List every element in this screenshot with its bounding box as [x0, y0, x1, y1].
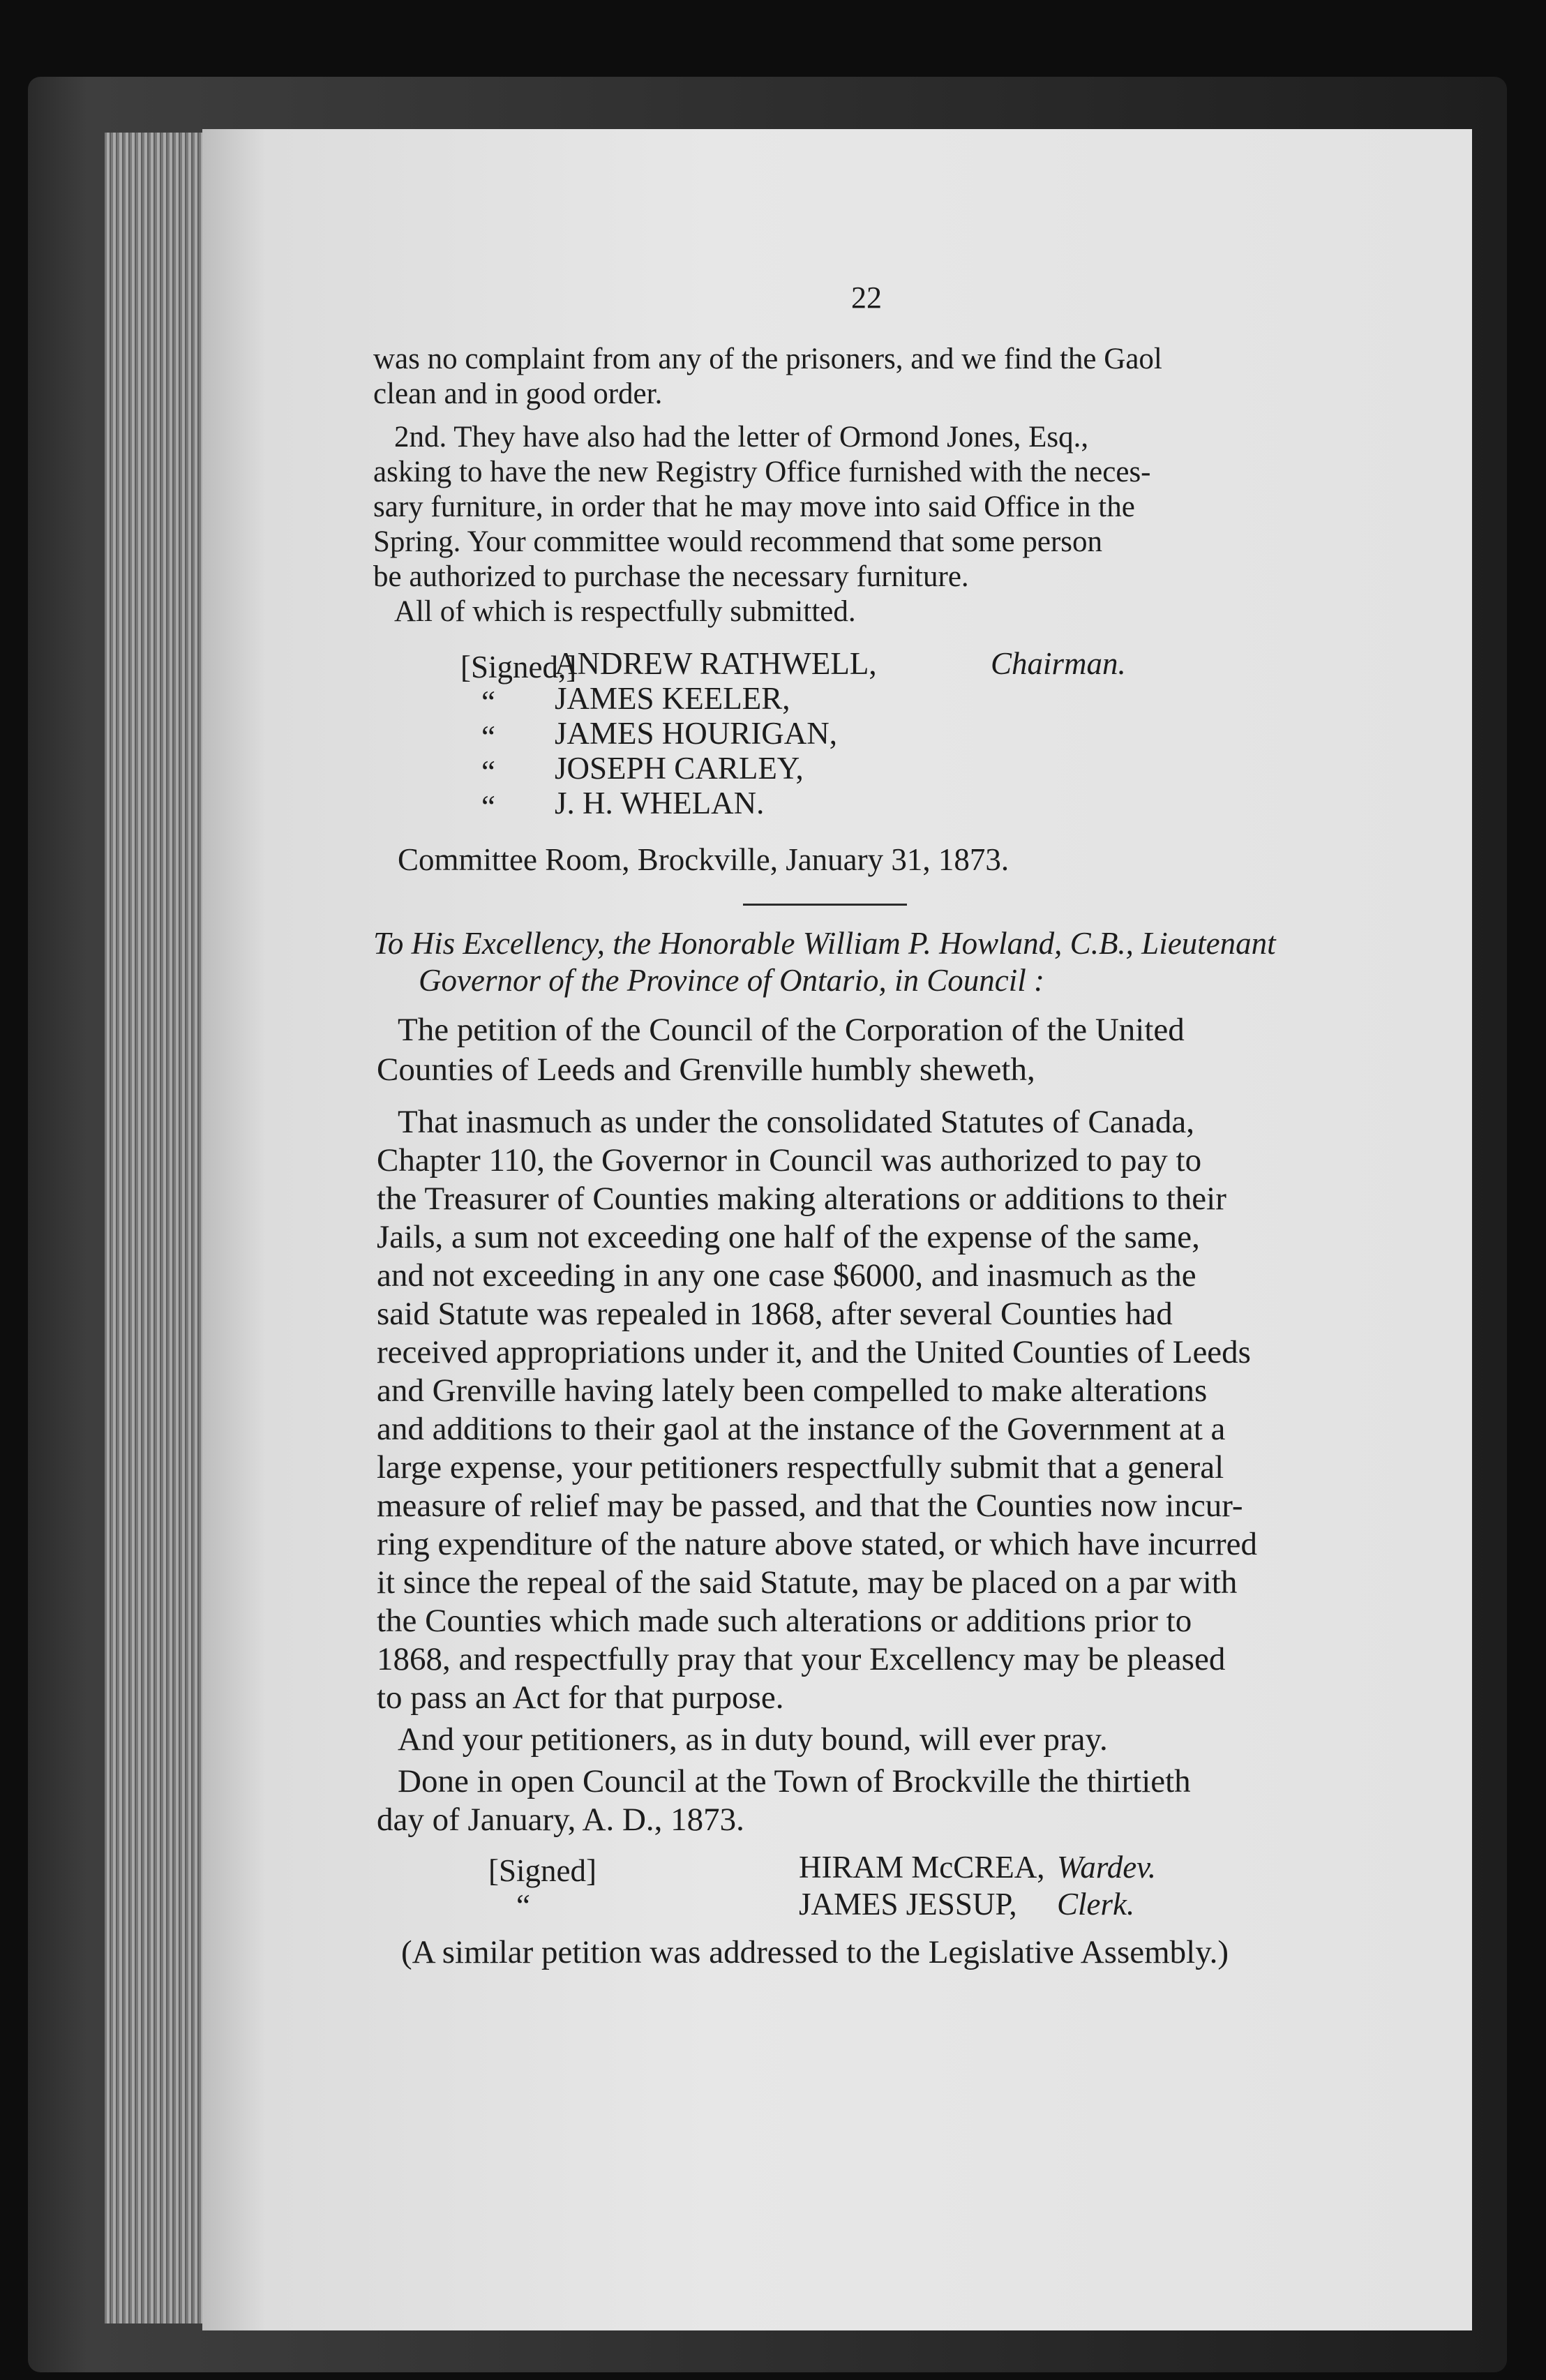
- petition-body-line: the Treasurer of Counties making alterations or additions to their: [377, 1181, 1226, 1217]
- petition-body-line: That inasmuch as under the consolidated Statutes of Canada,: [398, 1104, 1195, 1140]
- petition-note: (A similar petition was addressed to the Legislative Assembly.): [401, 1934, 1229, 1970]
- petition-body-line: and Grenville having lately been compelled to make alterations: [377, 1372, 1208, 1409]
- signatory-name: J. H. WHELAN.: [555, 786, 765, 821]
- petition-closing-line: Done in open Council at the Town of Brockville the thirtieth: [398, 1763, 1191, 1799]
- page-number: 22: [851, 280, 882, 315]
- petition-body-line: received appropriations under it, and the United Counties of Leeds: [377, 1334, 1251, 1370]
- report-line: Spring. Your committee would recommend that some person: [373, 525, 1102, 558]
- petition-closing-line: day of January, A. D., 1873.: [377, 1802, 744, 1838]
- report-line: sary furniture, in order that he may move into said Office in the: [373, 491, 1135, 523]
- report-line: All of which is respectfully submitted.: [394, 595, 856, 628]
- signatory-role: Clerk.: [1057, 1887, 1135, 1922]
- report-line: clean and in good order.: [373, 377, 663, 410]
- ditto-mark: “: [516, 1888, 530, 1923]
- petition-body-line: measure of relief may be passed, and that the Counties now incur-: [377, 1488, 1243, 1524]
- signatory-name: JAMES HOURIGAN,: [555, 716, 838, 751]
- report-line: 2nd. They have also had the letter of Ormond Jones, Esq.,: [394, 421, 1089, 454]
- report-line: was no complaint from any of the prisoners, and we find the Gaol: [373, 343, 1162, 375]
- signed-label: [Signed]: [488, 1853, 596, 1888]
- signatory-name: JAMES JESSUP,: [799, 1887, 1017, 1922]
- signatory-role: Chairman.: [991, 646, 1126, 681]
- signatory-name: ANDREW RATHWELL,: [555, 646, 877, 681]
- report-line: be authorized to purchase the necessary furniture.: [373, 560, 969, 593]
- ditto-mark: “: [481, 719, 495, 754]
- petition-body-line: large expense, your petitioners respectfully submit that a general: [377, 1449, 1224, 1485]
- signatory-name: JAMES KEELER,: [555, 681, 790, 716]
- signed-label: [Signed,]: [460, 650, 577, 684]
- petition-intro: Counties of Leeds and Grenville humbly sheweth,: [377, 1051, 1035, 1088]
- book-page: [202, 129, 1472, 2330]
- ditto-mark: “: [481, 684, 495, 719]
- petition-body-line: and not exceeding in any one case $6000, and inasmuch as the: [377, 1257, 1196, 1294]
- petition-body-line: ring expenditure of the nature above stated, or which have incurred: [377, 1526, 1257, 1562]
- petition-intro: The petition of the Council of the Corporation of the United: [398, 1012, 1185, 1048]
- ditto-mark: “: [481, 789, 495, 824]
- signatory-name: HIRAM McCREA,: [799, 1850, 1045, 1885]
- report-line: asking to have the new Registry Office furnished with the neces-: [373, 456, 1151, 488]
- page-edges: [105, 133, 216, 2323]
- petition-body-line: 1868, and respectfully pray that your Excellency may be pleased: [377, 1641, 1226, 1677]
- petition-address: To His Excellency, the Honorable William P. Howland, C.B., Lieutenant: [373, 926, 1276, 961]
- petition-body-line: Jails, a sum not exceeding one half of the expense of the same,: [377, 1219, 1200, 1255]
- petition-body-line: to pass an Act for that purpose.: [377, 1679, 784, 1716]
- petition-body-line: it since the repeal of the said Statute, may be placed on a par with: [377, 1564, 1238, 1601]
- petition-body-line: the Counties which made such alterations or additions prior to: [377, 1603, 1192, 1639]
- petition-body-line: said Statute was repealed in 1868, after several Counties had: [377, 1296, 1173, 1332]
- ditto-mark: “: [481, 754, 495, 789]
- place-date: Committee Room, Brockville, January 31, 1873.: [398, 842, 1010, 877]
- signatory-role: Wardev.: [1057, 1850, 1157, 1885]
- petition-body-line: Chapter 110, the Governor in Council was authorized to pay to: [377, 1142, 1202, 1178]
- section-divider: [743, 904, 907, 906]
- petition-closing-line: And your petitioners, as in duty bound, will ever pray.: [398, 1721, 1108, 1758]
- petition-address: Governor of the Province of Ontario, in Council :: [419, 963, 1044, 998]
- signatory-name: JOSEPH CARLEY,: [555, 751, 804, 786]
- petition-body-line: and additions to their gaol at the instance of the Government at a: [377, 1411, 1226, 1447]
